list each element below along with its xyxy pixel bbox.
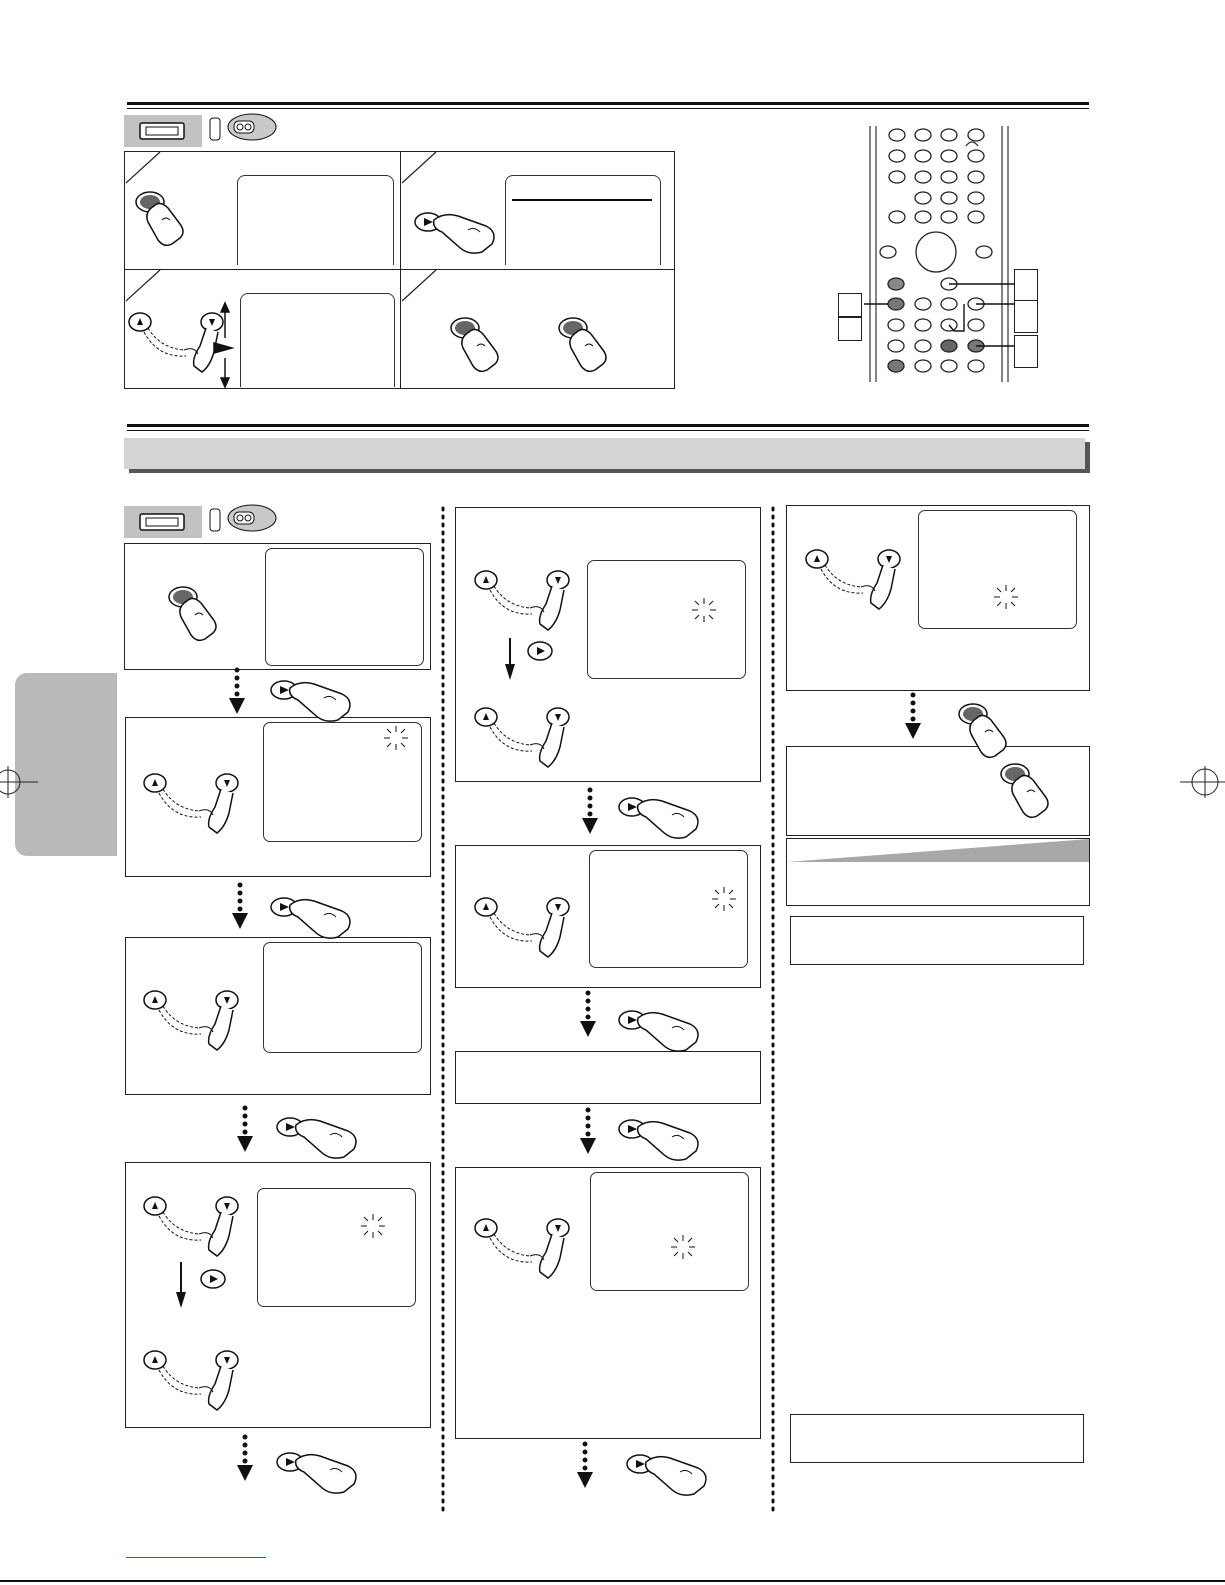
bottom-link-underline <box>126 1557 266 1558</box>
bottom-rule <box>0 1580 1225 1582</box>
